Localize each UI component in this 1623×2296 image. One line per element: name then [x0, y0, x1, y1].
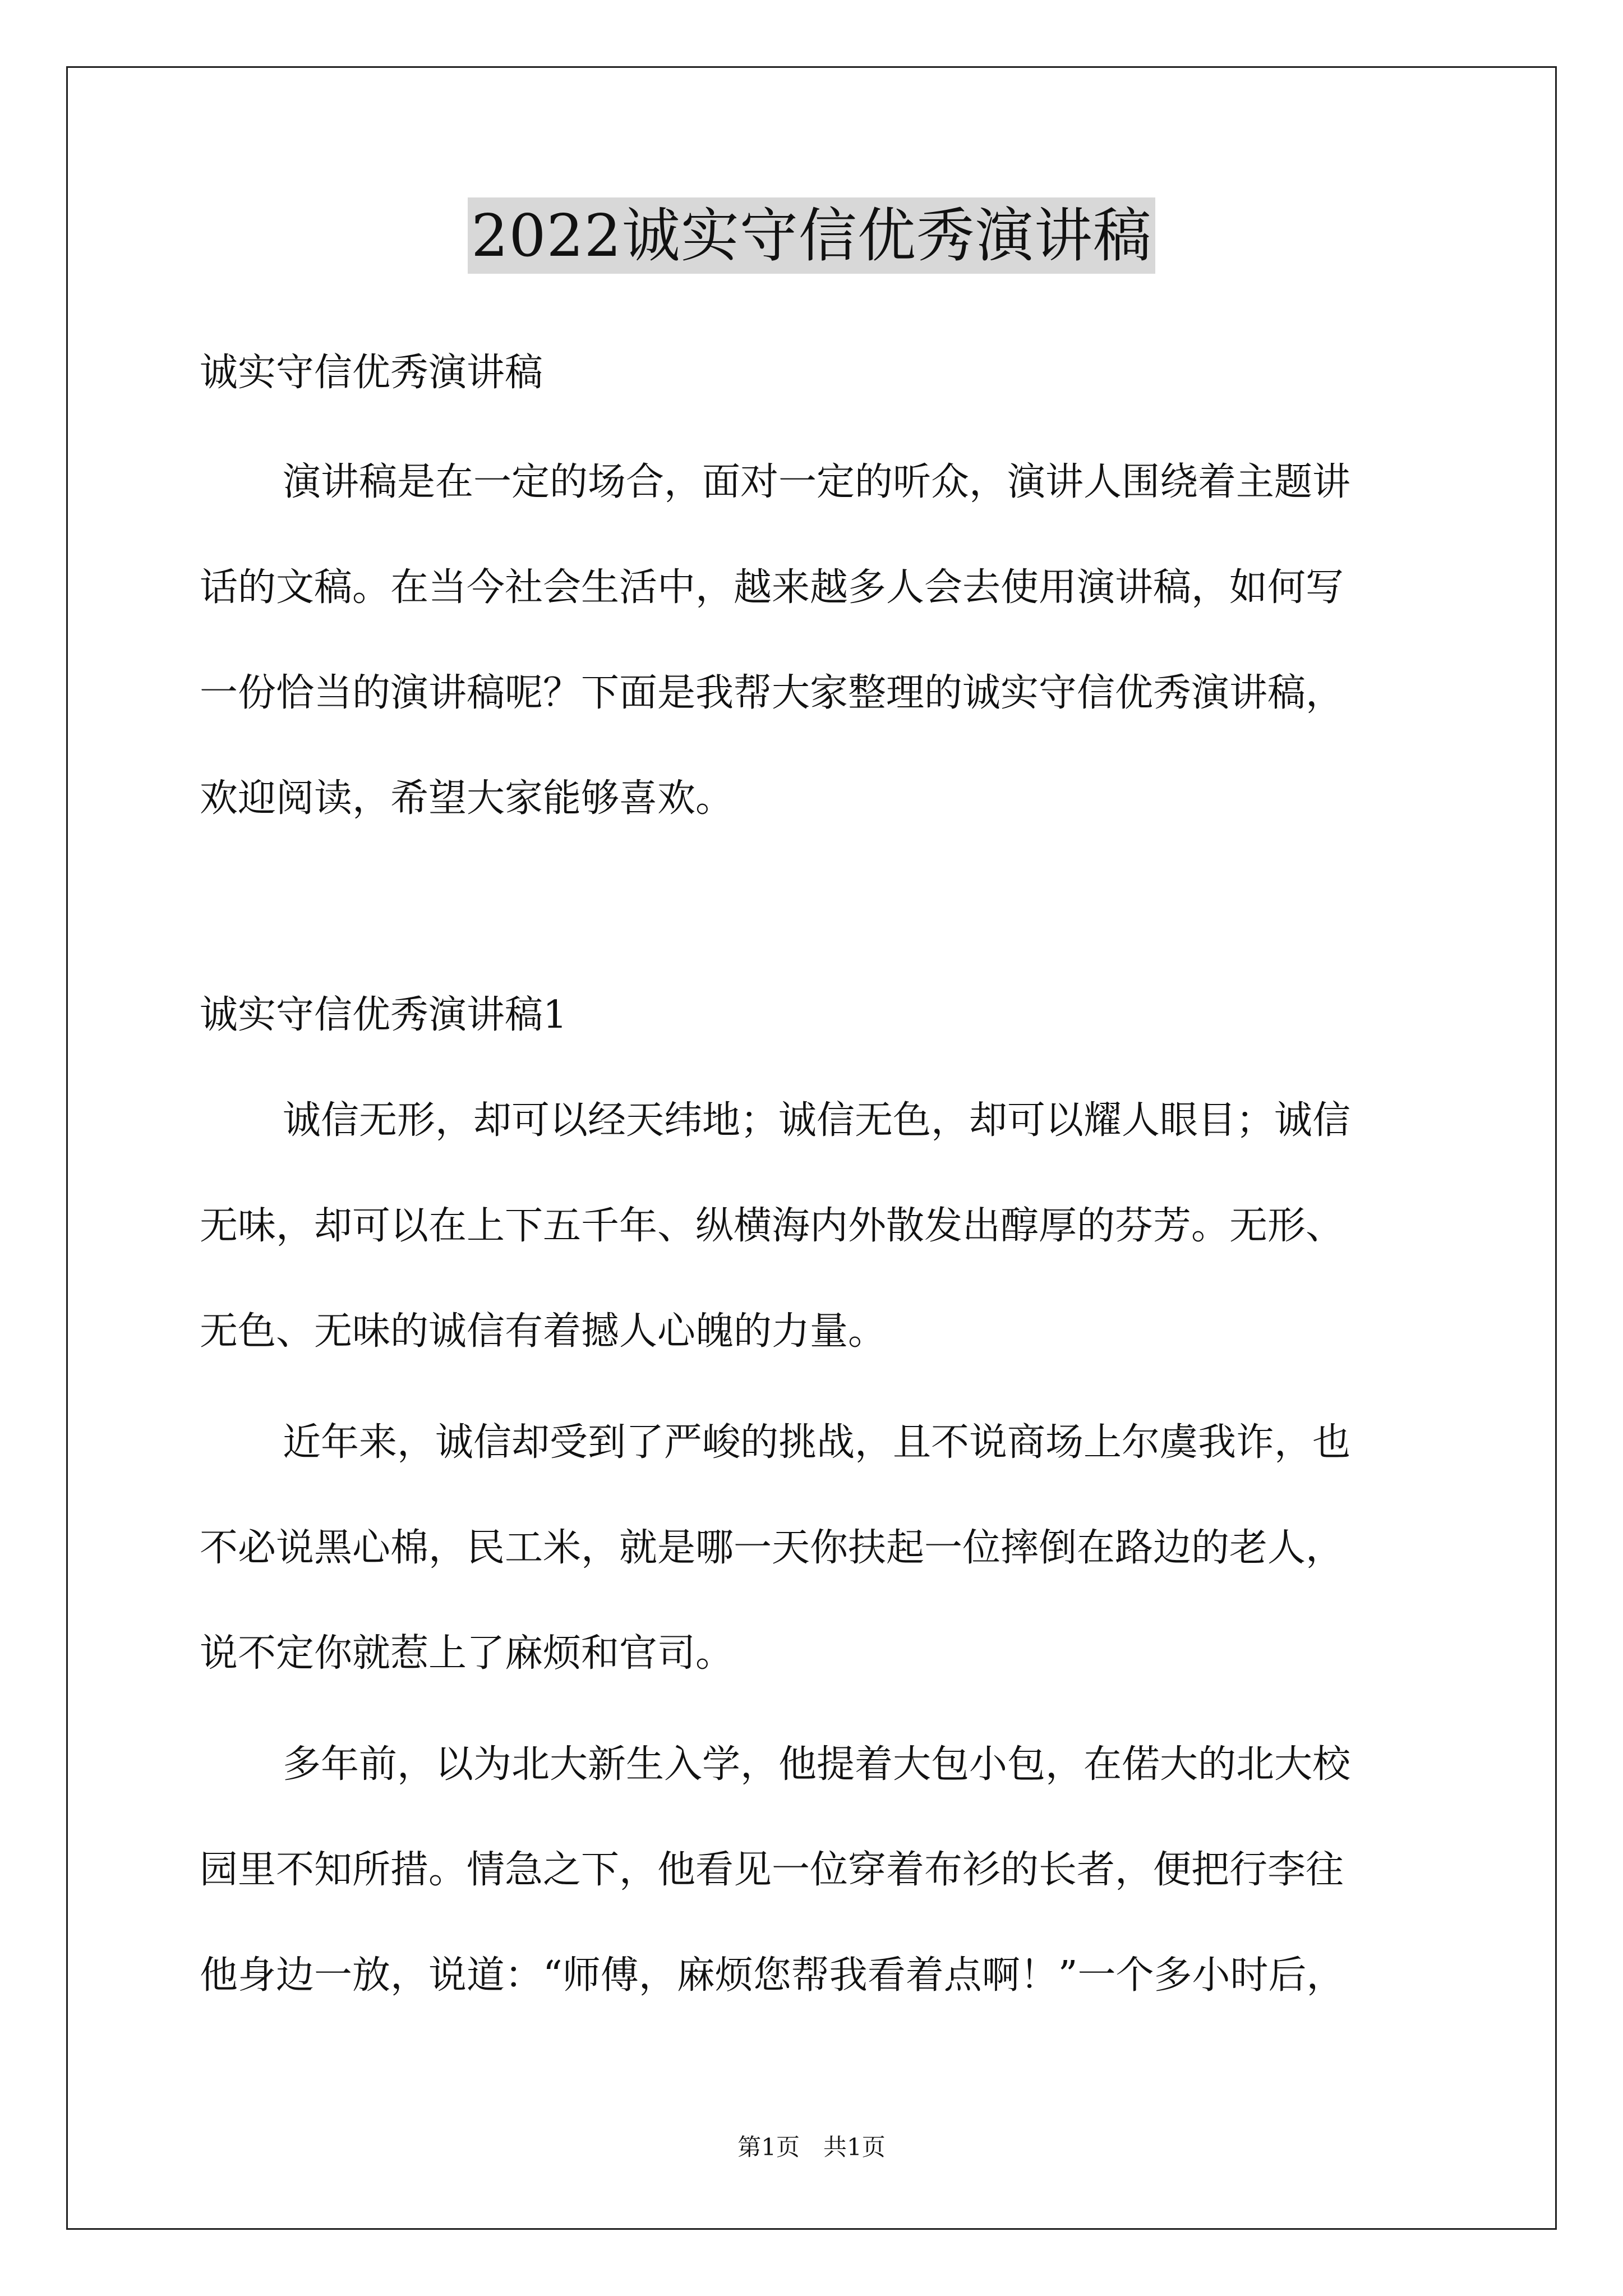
document-title: 2022诚实守信优秀演讲稿: [468, 197, 1155, 274]
paragraph-line: 他身边一放，说道：“师傅，麻烦您帮我看着点啊！”一个多小时后，: [200, 1953, 1345, 1998]
section-heading: 诚实守信优秀演讲稿: [200, 351, 543, 395]
paragraph-line: 无味，却可以在上下五千年、纵横海内外散发出醇厚的芬芳。无形、: [200, 1204, 1344, 1248]
paragraph-line: 演讲稿是在一定的场合，面对一定的听众，演讲人围绕着主题讲: [283, 460, 1351, 504]
paragraph-line: 无色、无味的诚信有着撼人心魄的力量。: [200, 1309, 887, 1354]
paragraph-line: 欢迎阅读，希望大家能够喜欢。: [200, 776, 734, 821]
paragraph-line: 不必说黑心棉，民工米，就是哪一天你扶起一位摔倒在路边的老人，: [200, 1526, 1344, 1570]
page-footer: 第1页 共1页: [737, 2133, 886, 2161]
paragraph-line: 一份恰当的演讲稿呢？下面是我帮大家整理的诚实守信优秀演讲稿，: [200, 671, 1344, 715]
paragraph-line: 说不定你就惹上了麻烦和官司。: [200, 1631, 734, 1676]
section-heading: 诚实守信优秀演讲稿1: [200, 993, 568, 1037]
title-container: [0, 197, 1623, 274]
paragraph-line: 近年来，诚信却受到了严峻的挑战，且不说商场上尔虞我诈，也: [283, 1420, 1351, 1465]
paragraph-line: 多年前，以为北大新生入学，他提着大包小包，在偌大的北大校: [283, 1742, 1351, 1787]
paragraph-line: 话的文稿。在当今社会生活中，越来越多人会去使用演讲稿，如何写: [200, 565, 1344, 610]
paragraph-line: 诚信无形，却可以经天纬地；诚信无色，却可以耀人眼目；诚信: [283, 1098, 1351, 1143]
paragraph-line: 园里不知所措。情急之下，他看见一位穿着布衫的长者，便把行李往: [200, 1848, 1344, 1892]
